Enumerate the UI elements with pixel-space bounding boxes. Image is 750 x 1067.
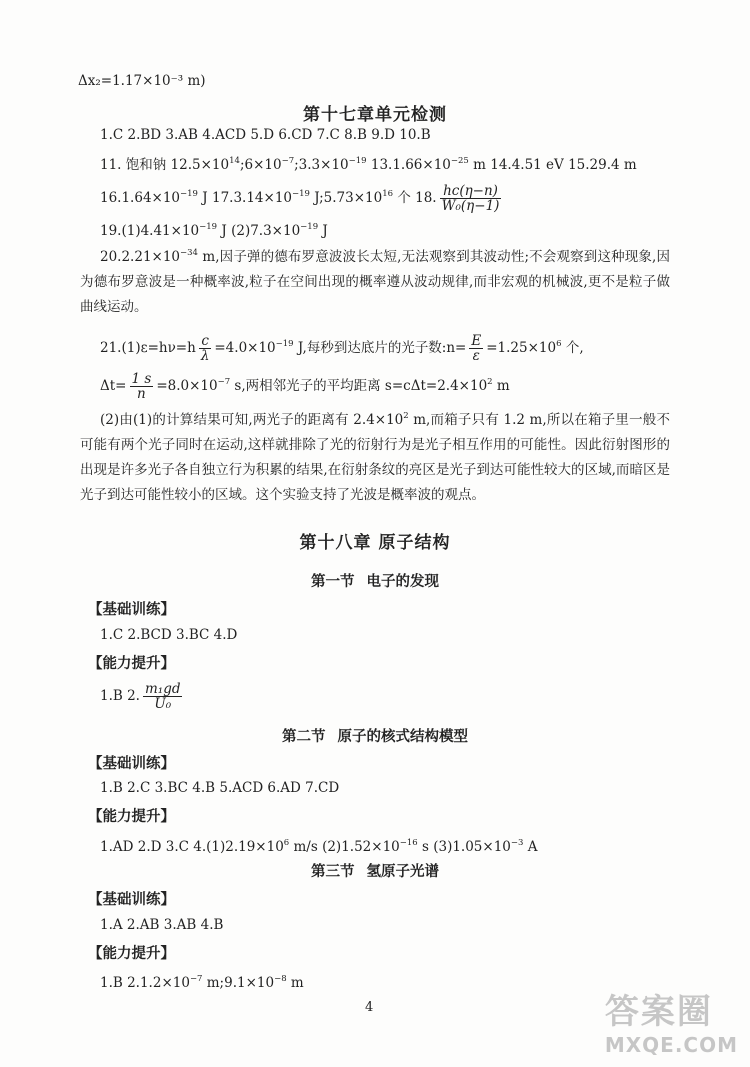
section3-title: 第三节 氢原子光谱 xyxy=(311,863,439,880)
section1-title: 第一节 电子的发现 xyxy=(311,573,439,590)
section1-advanced-answers: 1.B 2. $\frac{\text{m₁gd}}{\text{U₀}}$ xyxy=(100,681,181,712)
watermark-text: 答案圈 xyxy=(604,992,713,1032)
chapter18-title: 第十八章 原子结构 xyxy=(299,533,451,553)
ch17-q21-line2: Δt= $\frac{1 s}{n}$ $=8.0\times 10^{-7}$ s,两相邻光子的平均距离 $s=c\Delta t=2.4\times 10^2$ m xyxy=(100,371,510,402)
section3-advanced-heading: 【能力提升】 xyxy=(88,945,175,962)
section3-basic-heading: 【基础训练】 xyxy=(88,891,175,908)
section2-basic-heading: 【基础训练】 xyxy=(88,755,175,772)
page-number: 4 xyxy=(365,1000,374,1015)
ch17-answers-row2: 11. 饱和钠 $12.5\times 10^{14};6\times 10^{-7};3.3\times 10^{-19}$ $13.1.66\times 10^{-25}$ m 14.4.51 eV 15.29.4 m xyxy=(100,156,637,173)
fraction: $\frac{hc(\eta-n)}{\text{W₀(η−1)}}$ xyxy=(441,183,500,214)
section3-advanced-answers: 1.B $2.1.2\times 10^{-7}$ $m;9.1\times 10^{-8}$ m xyxy=(100,974,304,991)
section3-basic-answers: 1.A 2.AB 3.AB 4.B xyxy=(100,917,224,933)
ch17-answers-row1: 1.C 2.BD 3.AB 4.ACD 5.D 6.CD 7.C 8.B 9.D 10.B xyxy=(100,127,431,143)
fraction: $\frac{1 s}{n}$ xyxy=(131,371,152,402)
section2-advanced-answers: 1.AD 2.D 3.C $4.(1)2.19\times 10^6$ m/s $(2)1.52\times 10^{-16}$ s $(3)1.05\times 10^{-3}$ A xyxy=(100,838,538,855)
section2-basic-answers: 1.B 2.C 3.BC 4.B 5.ACD 6.AD 7.CD xyxy=(100,780,340,796)
section2-title: 第二节 原子的核式结构模型 xyxy=(282,728,468,745)
ch17-answers-row4: $19.(1)4.41\times 10^{-19}$ J $(2)7.3\times 10^{-19}$ J xyxy=(100,222,328,239)
fraction: $\frac{\text{m₁gd}}{\text{U₀}}$ xyxy=(144,681,181,712)
fraction: $\frac{E}{\varepsilon}$ xyxy=(471,333,482,364)
watermark-url: MXQE.COM xyxy=(604,1033,738,1057)
fraction: $\frac{c}{\lambda}$ xyxy=(200,333,210,364)
top-line: Δx₂=1.17×10⁻³ m) xyxy=(78,73,206,89)
chapter17-title: 第十七章单元检测 xyxy=(303,105,447,125)
ch17-q20-paragraph: $20.2.21\times 10^{-34}$ m,因子弹的德布罗意波波长太短,无法观察到其波动性;不会观察到这种现象,因为德布罗意波是一种概率波,粒子在空间出现的概率遵从波动规律,而非宏观的机械波,更不是粒子做曲线运动。 xyxy=(80,248,670,315)
section1-advanced-heading: 【能力提升】 xyxy=(88,655,175,672)
ch17-q21-part2-paragraph: (2)由(1)的计算结果可知,两光子的距离有 $2.4\times 10^2$ m,而箱子只有 1.2 m,所以在箱子里一般不可能有两个光子同时在运动,这样就排除了光的衍射行为是光子相互作用的可能性。因此衍射图形的出现是许多光子各自独立行为积累的结果,在衍射条纹的亮区是光子到达可能性较大的区域,而暗区是光子到达可能性较小的区域。这个实验支持了光波是概率波的观点。 xyxy=(80,411,671,503)
ch17-answers-row3: $16.1.64\times 10^{-19}$ J $17.3.14\times 10^{-19}$ $J;5.73\times 10^{16}$ 个 18. $\frac{hc(\eta-n)}{\text{W₀(η−1)}}$ xyxy=(100,183,500,214)
ch17-q21-line1: 21.(1)ε=hν=h $\frac{c}{\lambda}$ $=4.0\times 10^{-19}$ J,每秒到达底片的光子数:n= $\frac{E}{\varepsilon}$ $=1.25\times 10^6$ 个, xyxy=(100,333,584,364)
watermark-logo xyxy=(605,984,738,1057)
section1-basic-answers: 1.C 2.BCD 3.BC 4.D xyxy=(100,627,238,643)
section2-advanced-heading: 【能力提升】 xyxy=(88,808,175,825)
section1-basic-heading: 【基础训练】 xyxy=(88,601,175,618)
